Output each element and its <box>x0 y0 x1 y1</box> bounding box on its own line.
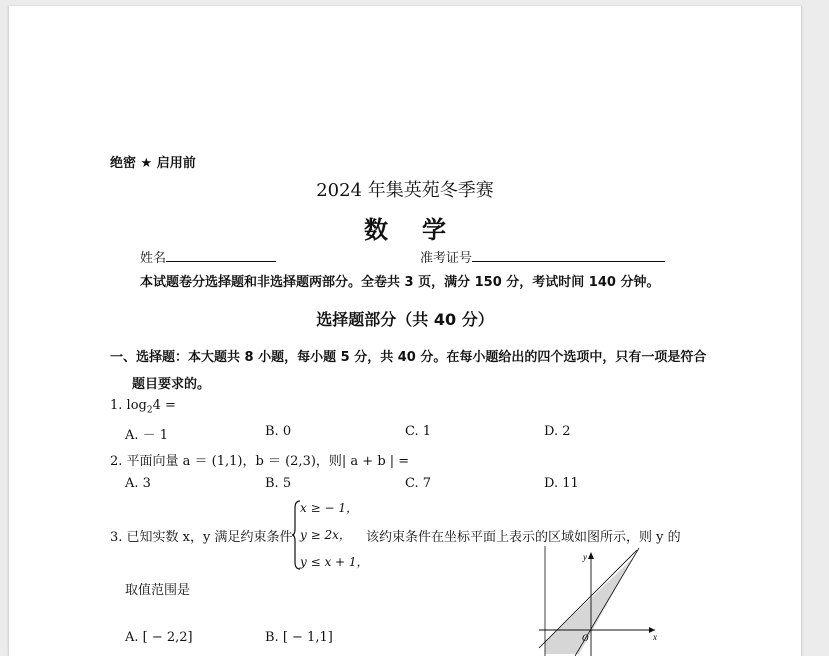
question-2: 2. 平面向量 a ＝ (1,1)，b ＝ (2,3)，则| a + b | = <box>110 454 410 469</box>
constraint-region-figure <box>539 546 659 656</box>
q1-suffix: 4 = <box>152 398 176 413</box>
q1-option-a[interactable]: A. － 1 <box>125 428 169 443</box>
q2-option-a[interactable]: A. 3 <box>125 476 151 491</box>
name-label: 姓名 <box>140 251 167 266</box>
q1-prefix: 1. log <box>110 398 147 413</box>
section-instruction: 一、选择题：本大题共 8 小题，每小题 5 分，共 40 分。在每小题给出的四个选项中，只有一项是符合 <box>110 350 707 365</box>
x-axis-label: x <box>653 632 657 642</box>
name-field <box>140 247 276 266</box>
id-field <box>420 247 665 266</box>
q2-option-d[interactable]: D. 11 <box>544 476 579 491</box>
q2-option-c[interactable]: C. 7 <box>405 476 432 491</box>
y-axis-label: y <box>583 552 587 562</box>
constraint-3: y ≤ x + 1， <box>300 555 369 569</box>
q3-option-a[interactable]: A. [ − 2,2] <box>125 630 193 645</box>
exam-page <box>8 6 802 656</box>
y-axis-arrow <box>588 552 594 559</box>
exam-notice: 本试题卷分选择题和非选择题两部分。全卷共 3 页，满分 150 分，考试时间 140 分钟。 <box>140 275 660 290</box>
q3-stem-prefix: 3. 已知实数 x，y 满足约束条件 <box>110 530 293 545</box>
q3-stem-line2: 取值范围是 <box>125 583 191 598</box>
feasible-region <box>545 558 633 654</box>
question-1 <box>110 398 176 416</box>
q1-option-d[interactable]: D. 2 <box>544 424 571 439</box>
exam-title: 2024 年集英苑冬季赛 <box>316 180 494 201</box>
confidential-label: 绝密 ★ 启用前 <box>110 156 196 171</box>
subject-title: 数学 <box>364 216 480 244</box>
q2-option-b[interactable]: B. 5 <box>265 476 292 491</box>
q1-subscript: 2 <box>146 405 153 416</box>
constraint-1: x ≥ − 1， <box>300 501 358 515</box>
section-instruction-cont: 题目要求的。 <box>132 377 211 392</box>
q3-stem-suffix: 该约束条件在坐标平面上表示的区域如图所示，则 y 的 <box>366 530 681 545</box>
q1-option-c[interactable]: C. 1 <box>405 424 432 439</box>
id-label: 准考证号 <box>420 251 473 266</box>
id-blank <box>472 247 665 262</box>
name-blank <box>166 247 276 262</box>
q1-option-b[interactable]: B. 0 <box>265 424 292 439</box>
origin-label: O <box>582 633 589 643</box>
constraint-2: y ≥ 2x， <box>300 528 351 542</box>
section-title: 选择题部分（共 40 分） <box>316 310 494 329</box>
q3-option-b[interactable]: B. [ − 1,1] <box>265 630 333 645</box>
